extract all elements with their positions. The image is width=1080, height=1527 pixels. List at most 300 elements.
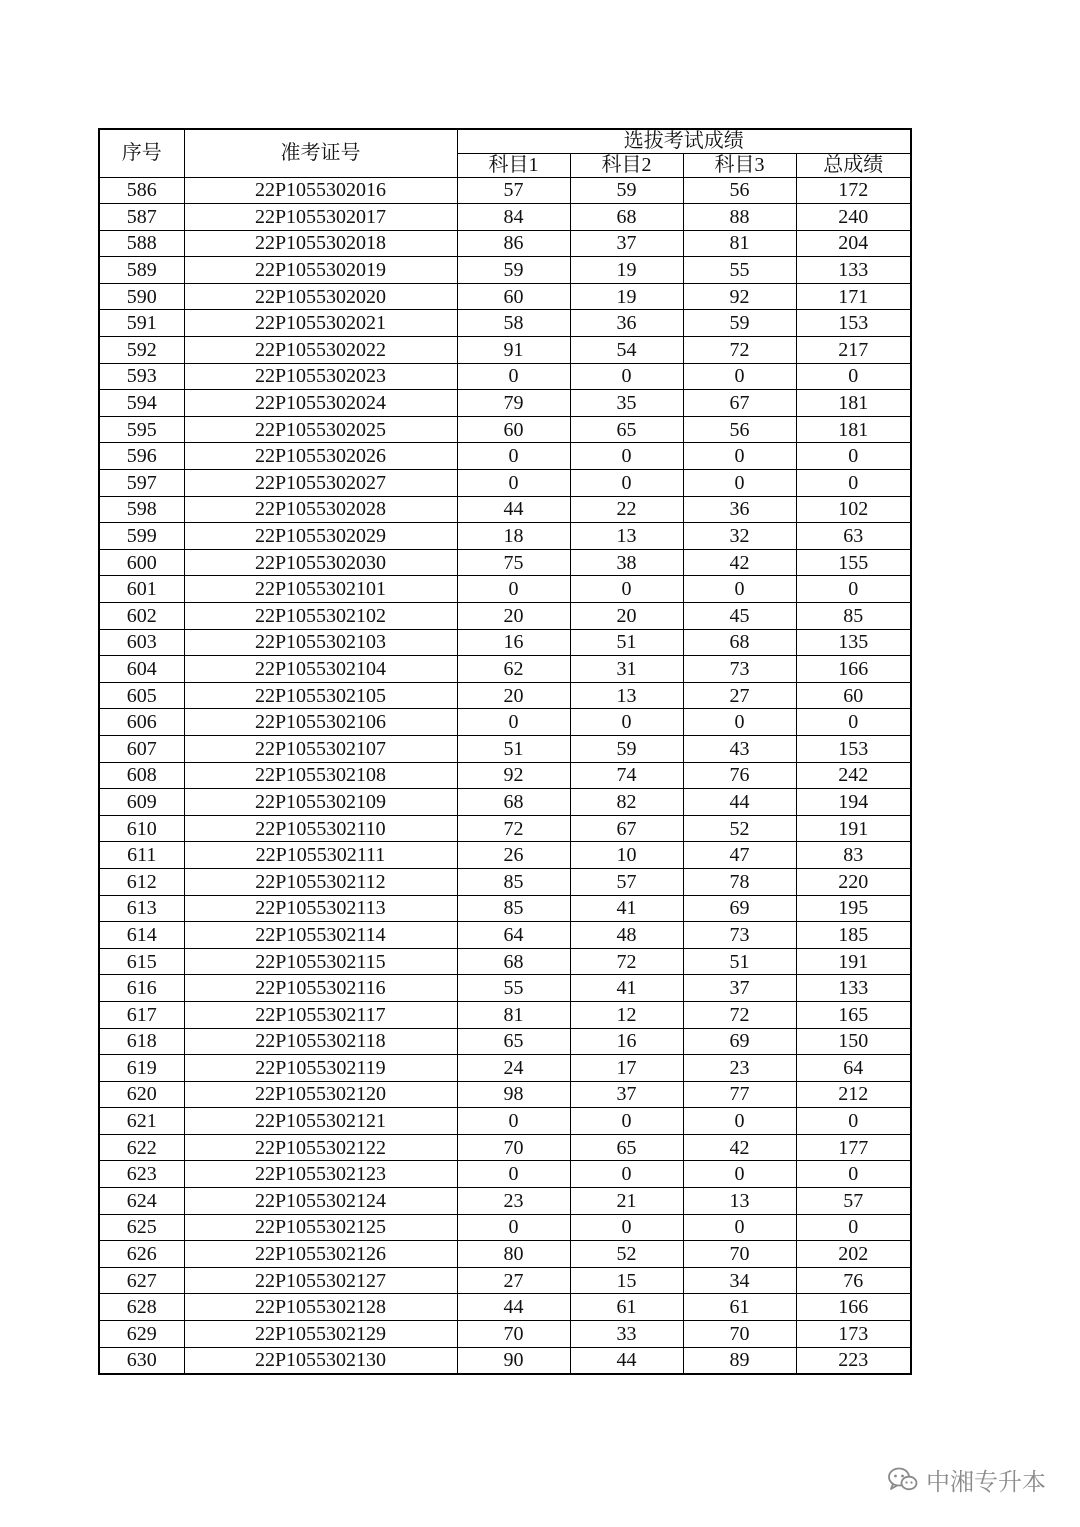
table-row <box>99 895 911 922</box>
cell-seq: 618 <box>99 1028 184 1055</box>
cell-subject3: 73 <box>683 656 796 683</box>
table-row <box>99 230 911 257</box>
cell-subject2: 65 <box>570 416 683 443</box>
cell-exam-id: 22P1055302130 <box>184 1347 457 1374</box>
cell-seq: 623 <box>99 1161 184 1188</box>
cell-total: 155 <box>796 549 911 576</box>
cell-subject2: 13 <box>570 682 683 709</box>
cell-total: 194 <box>796 789 911 816</box>
cell-exam-id: 22P1055302026 <box>184 443 457 470</box>
cell-total: 223 <box>796 1347 911 1374</box>
table-header <box>99 129 911 177</box>
cell-subject1: 51 <box>457 735 570 762</box>
header-seq: 序号 <box>99 129 184 177</box>
table-row <box>99 1294 911 1321</box>
cell-exam-id: 22P1055302119 <box>184 1055 457 1082</box>
cell-subject3: 34 <box>683 1267 796 1294</box>
cell-total: 165 <box>796 1001 911 1028</box>
table-row <box>99 815 911 842</box>
table-row <box>99 390 911 417</box>
cell-subject1: 84 <box>457 204 570 231</box>
cell-subject2: 35 <box>570 390 683 417</box>
cell-total: 166 <box>796 1294 911 1321</box>
header-row-1 <box>99 129 911 153</box>
cell-subject3: 81 <box>683 230 796 257</box>
cell-exam-id: 22P1055302112 <box>184 868 457 895</box>
cell-seq: 604 <box>99 656 184 683</box>
cell-seq: 597 <box>99 470 184 497</box>
cell-seq: 608 <box>99 762 184 789</box>
cell-total: 220 <box>796 868 911 895</box>
cell-exam-id: 22P1055302107 <box>184 735 457 762</box>
cell-seq: 599 <box>99 523 184 550</box>
cell-total: 0 <box>796 470 911 497</box>
cell-subject1: 27 <box>457 1267 570 1294</box>
cell-exam-id: 22P1055302027 <box>184 470 457 497</box>
cell-subject2: 48 <box>570 922 683 949</box>
cell-subject2: 41 <box>570 975 683 1002</box>
table-row <box>99 1108 911 1135</box>
cell-total: 102 <box>796 496 911 523</box>
cell-exam-id: 22P1055302117 <box>184 1001 457 1028</box>
cell-subject3: 70 <box>683 1321 796 1348</box>
cell-total: 191 <box>796 948 911 975</box>
cell-total: 0 <box>796 1161 911 1188</box>
cell-subject3: 51 <box>683 948 796 975</box>
cell-total: 85 <box>796 603 911 630</box>
cell-subject1: 68 <box>457 948 570 975</box>
cell-subject2: 13 <box>570 523 683 550</box>
table-row <box>99 576 911 603</box>
cell-subject2: 19 <box>570 283 683 310</box>
cell-subject1: 70 <box>457 1321 570 1348</box>
cell-subject3: 0 <box>683 1161 796 1188</box>
cell-seq: 630 <box>99 1347 184 1374</box>
table-row <box>99 922 911 949</box>
cell-subject2: 74 <box>570 762 683 789</box>
cell-subject3: 43 <box>683 735 796 762</box>
cell-seq: 606 <box>99 709 184 736</box>
cell-subject1: 0 <box>457 443 570 470</box>
cell-total: 173 <box>796 1321 911 1348</box>
header-exam-id: 准考证号 <box>184 129 457 177</box>
cell-exam-id: 22P1055302111 <box>184 842 457 869</box>
cell-subject3: 78 <box>683 868 796 895</box>
cell-subject2: 37 <box>570 1081 683 1108</box>
cell-exam-id: 22P1055302128 <box>184 1294 457 1321</box>
cell-seq: 607 <box>99 735 184 762</box>
wechat-icon <box>888 1467 918 1493</box>
watermark-text: 中湘专升本 <box>926 1468 1046 1496</box>
cell-subject2: 59 <box>570 177 683 204</box>
table-row <box>99 549 911 576</box>
table-row <box>99 416 911 443</box>
cell-seq: 592 <box>99 337 184 364</box>
cell-exam-id: 22P1055302125 <box>184 1214 457 1241</box>
table-row <box>99 523 911 550</box>
cell-seq: 612 <box>99 868 184 895</box>
cell-seq: 624 <box>99 1188 184 1215</box>
cell-subject2: 0 <box>570 470 683 497</box>
cell-total: 240 <box>796 204 911 231</box>
cell-total: 64 <box>796 1055 911 1082</box>
cell-subject3: 88 <box>683 204 796 231</box>
cell-subject3: 69 <box>683 895 796 922</box>
table-row <box>99 629 911 656</box>
cell-subject2: 0 <box>570 709 683 736</box>
cell-subject3: 56 <box>683 177 796 204</box>
table-row <box>99 1321 911 1348</box>
cell-subject1: 75 <box>457 549 570 576</box>
table-row <box>99 603 911 630</box>
table-row <box>99 1188 911 1215</box>
cell-seq: 626 <box>99 1241 184 1268</box>
cell-subject1: 18 <box>457 523 570 550</box>
table-row <box>99 842 911 869</box>
table-row <box>99 496 911 523</box>
cell-subject1: 44 <box>457 496 570 523</box>
cell-total: 171 <box>796 283 911 310</box>
cell-subject3: 44 <box>683 789 796 816</box>
cell-exam-id: 22P1055302020 <box>184 283 457 310</box>
cell-subject2: 36 <box>570 310 683 337</box>
cell-subject1: 79 <box>457 390 570 417</box>
cell-subject1: 60 <box>457 416 570 443</box>
cell-subject3: 42 <box>683 1134 796 1161</box>
cell-subject1: 86 <box>457 230 570 257</box>
cell-total: 150 <box>796 1028 911 1055</box>
cell-total: 133 <box>796 257 911 284</box>
table-row <box>99 1055 911 1082</box>
cell-subject2: 82 <box>570 789 683 816</box>
table-row <box>99 1134 911 1161</box>
table-row <box>99 1161 911 1188</box>
cell-seq: 596 <box>99 443 184 470</box>
cell-exam-id: 22P1055302105 <box>184 682 457 709</box>
cell-total: 204 <box>796 230 911 257</box>
table-row <box>99 363 911 390</box>
cell-subject1: 44 <box>457 1294 570 1321</box>
cell-subject3: 0 <box>683 1214 796 1241</box>
cell-seq: 629 <box>99 1321 184 1348</box>
cell-exam-id: 22P1055302118 <box>184 1028 457 1055</box>
cell-subject2: 17 <box>570 1055 683 1082</box>
cell-total: 0 <box>796 709 911 736</box>
cell-subject1: 0 <box>457 1161 570 1188</box>
cell-seq: 614 <box>99 922 184 949</box>
cell-seq: 593 <box>99 363 184 390</box>
cell-subject1: 20 <box>457 603 570 630</box>
cell-subject2: 37 <box>570 230 683 257</box>
cell-subject2: 61 <box>570 1294 683 1321</box>
cell-exam-id: 22P1055302108 <box>184 762 457 789</box>
cell-total: 0 <box>796 576 911 603</box>
cell-subject3: 76 <box>683 762 796 789</box>
cell-subject1: 59 <box>457 257 570 284</box>
cell-subject1: 60 <box>457 283 570 310</box>
cell-exam-id: 22P1055302129 <box>184 1321 457 1348</box>
cell-subject2: 67 <box>570 815 683 842</box>
cell-subject1: 68 <box>457 789 570 816</box>
cell-seq: 587 <box>99 204 184 231</box>
cell-subject3: 45 <box>683 603 796 630</box>
cell-total: 166 <box>796 656 911 683</box>
cell-seq: 619 <box>99 1055 184 1082</box>
table-row <box>99 1214 911 1241</box>
cell-subject2: 72 <box>570 948 683 975</box>
cell-exam-id: 22P1055302022 <box>184 337 457 364</box>
cell-subject3: 61 <box>683 1294 796 1321</box>
cell-exam-id: 22P1055302121 <box>184 1108 457 1135</box>
table-row <box>99 177 911 204</box>
cell-subject2: 19 <box>570 257 683 284</box>
cell-seq: 627 <box>99 1267 184 1294</box>
table-row <box>99 789 911 816</box>
cell-subject3: 0 <box>683 443 796 470</box>
cell-subject2: 54 <box>570 337 683 364</box>
cell-exam-id: 22P1055302114 <box>184 922 457 949</box>
cell-exam-id: 22P1055302023 <box>184 363 457 390</box>
cell-subject3: 89 <box>683 1347 796 1374</box>
cell-seq: 622 <box>99 1134 184 1161</box>
header-subject2: 科目2 <box>570 153 683 177</box>
cell-exam-id: 22P1055302021 <box>184 310 457 337</box>
cell-seq: 628 <box>99 1294 184 1321</box>
cell-total: 0 <box>796 363 911 390</box>
table-row <box>99 709 911 736</box>
cell-exam-id: 22P1055302024 <box>184 390 457 417</box>
cell-subject3: 0 <box>683 470 796 497</box>
cell-subject3: 27 <box>683 682 796 709</box>
cell-subject3: 32 <box>683 523 796 550</box>
cell-total: 76 <box>796 1267 911 1294</box>
cell-subject3: 67 <box>683 390 796 417</box>
table-row <box>99 1028 911 1055</box>
cell-total: 60 <box>796 682 911 709</box>
table-row <box>99 283 911 310</box>
cell-subject1: 23 <box>457 1188 570 1215</box>
cell-subject1: 55 <box>457 975 570 1002</box>
cell-subject1: 80 <box>457 1241 570 1268</box>
cell-subject1: 98 <box>457 1081 570 1108</box>
cell-total: 181 <box>796 390 911 417</box>
cell-seq: 586 <box>99 177 184 204</box>
cell-exam-id: 22P1055302029 <box>184 523 457 550</box>
cell-subject2: 0 <box>570 443 683 470</box>
cell-exam-id: 22P1055302016 <box>184 177 457 204</box>
cell-subject2: 15 <box>570 1267 683 1294</box>
cell-subject2: 33 <box>570 1321 683 1348</box>
cell-seq: 609 <box>99 789 184 816</box>
cell-exam-id: 22P1055302127 <box>184 1267 457 1294</box>
table-row <box>99 1081 911 1108</box>
table-row <box>99 656 911 683</box>
cell-subject2: 57 <box>570 868 683 895</box>
cell-total: 185 <box>796 922 911 949</box>
table-body <box>99 177 911 1374</box>
cell-total: 57 <box>796 1188 911 1215</box>
cell-subject1: 58 <box>457 310 570 337</box>
cell-subject2: 52 <box>570 1241 683 1268</box>
cell-subject3: 52 <box>683 815 796 842</box>
cell-subject1: 0 <box>457 576 570 603</box>
cell-total: 177 <box>796 1134 911 1161</box>
cell-subject1: 85 <box>457 895 570 922</box>
cell-subject2: 16 <box>570 1028 683 1055</box>
table-row <box>99 1347 911 1374</box>
cell-exam-id: 22P1055302116 <box>184 975 457 1002</box>
cell-seq: 615 <box>99 948 184 975</box>
header-subject1: 科目1 <box>457 153 570 177</box>
cell-seq: 617 <box>99 1001 184 1028</box>
header-subject3: 科目3 <box>683 153 796 177</box>
table-row <box>99 762 911 789</box>
cell-seq: 610 <box>99 815 184 842</box>
cell-exam-id: 22P1055302115 <box>184 948 457 975</box>
cell-subject1: 16 <box>457 629 570 656</box>
cell-total: 133 <box>796 975 911 1002</box>
cell-subject1: 81 <box>457 1001 570 1028</box>
cell-subject3: 56 <box>683 416 796 443</box>
table-row <box>99 204 911 231</box>
cell-subject2: 20 <box>570 603 683 630</box>
cell-exam-id: 22P1055302030 <box>184 549 457 576</box>
cell-total: 0 <box>796 443 911 470</box>
cell-seq: 594 <box>99 390 184 417</box>
table-row <box>99 868 911 895</box>
cell-exam-id: 22P1055302120 <box>184 1081 457 1108</box>
table-row <box>99 1267 911 1294</box>
cell-subject3: 0 <box>683 709 796 736</box>
cell-subject1: 57 <box>457 177 570 204</box>
cell-exam-id: 22P1055302126 <box>184 1241 457 1268</box>
watermark <box>888 1462 1046 1497</box>
cell-subject2: 0 <box>570 576 683 603</box>
table-row <box>99 443 911 470</box>
cell-subject2: 0 <box>570 1161 683 1188</box>
table-row <box>99 1241 911 1268</box>
score-table <box>98 128 912 1375</box>
table-row <box>99 337 911 364</box>
cell-total: 83 <box>796 842 911 869</box>
cell-total: 135 <box>796 629 911 656</box>
cell-subject3: 72 <box>683 1001 796 1028</box>
cell-exam-id: 22P1055302123 <box>184 1161 457 1188</box>
cell-exam-id: 22P1055302124 <box>184 1188 457 1215</box>
cell-subject2: 59 <box>570 735 683 762</box>
cell-subject2: 10 <box>570 842 683 869</box>
cell-exam-id: 22P1055302104 <box>184 656 457 683</box>
table-row <box>99 948 911 975</box>
cell-subject1: 0 <box>457 709 570 736</box>
cell-seq: 605 <box>99 682 184 709</box>
cell-seq: 625 <box>99 1214 184 1241</box>
cell-seq: 602 <box>99 603 184 630</box>
cell-subject1: 64 <box>457 922 570 949</box>
cell-seq: 589 <box>99 257 184 284</box>
cell-total: 172 <box>796 177 911 204</box>
cell-subject2: 68 <box>570 204 683 231</box>
cell-subject2: 0 <box>570 1214 683 1241</box>
cell-subject1: 0 <box>457 470 570 497</box>
cell-subject2: 51 <box>570 629 683 656</box>
cell-subject1: 90 <box>457 1347 570 1374</box>
cell-subject3: 47 <box>683 842 796 869</box>
cell-subject1: 65 <box>457 1028 570 1055</box>
cell-subject3: 70 <box>683 1241 796 1268</box>
cell-total: 212 <box>796 1081 911 1108</box>
cell-subject2: 12 <box>570 1001 683 1028</box>
cell-subject3: 73 <box>683 922 796 949</box>
cell-subject1: 0 <box>457 363 570 390</box>
cell-subject3: 68 <box>683 629 796 656</box>
cell-subject2: 41 <box>570 895 683 922</box>
cell-subject3: 23 <box>683 1055 796 1082</box>
cell-subject3: 0 <box>683 1108 796 1135</box>
cell-subject1: 24 <box>457 1055 570 1082</box>
cell-subject1: 72 <box>457 815 570 842</box>
table-row <box>99 735 911 762</box>
cell-subject2: 22 <box>570 496 683 523</box>
cell-subject3: 13 <box>683 1188 796 1215</box>
cell-seq: 601 <box>99 576 184 603</box>
cell-total: 195 <box>796 895 911 922</box>
cell-subject3: 77 <box>683 1081 796 1108</box>
cell-exam-id: 22P1055302106 <box>184 709 457 736</box>
cell-subject1: 91 <box>457 337 570 364</box>
cell-seq: 616 <box>99 975 184 1002</box>
cell-seq: 621 <box>99 1108 184 1135</box>
cell-exam-id: 22P1055302109 <box>184 789 457 816</box>
cell-total: 153 <box>796 735 911 762</box>
cell-subject2: 21 <box>570 1188 683 1215</box>
cell-subject3: 0 <box>683 576 796 603</box>
table-row <box>99 310 911 337</box>
cell-subject1: 0 <box>457 1108 570 1135</box>
cell-subject2: 44 <box>570 1347 683 1374</box>
table-row <box>99 975 911 1002</box>
cell-subject2: 65 <box>570 1134 683 1161</box>
cell-seq: 590 <box>99 283 184 310</box>
cell-exam-id: 22P1055302113 <box>184 895 457 922</box>
cell-exam-id: 22P1055302025 <box>184 416 457 443</box>
cell-subject1: 85 <box>457 868 570 895</box>
cell-total: 202 <box>796 1241 911 1268</box>
header-group-scores: 选拔考试成绩 <box>457 129 911 153</box>
cell-total: 191 <box>796 815 911 842</box>
cell-subject3: 69 <box>683 1028 796 1055</box>
table-row <box>99 682 911 709</box>
cell-total: 217 <box>796 337 911 364</box>
cell-total: 242 <box>796 762 911 789</box>
cell-exam-id: 22P1055302102 <box>184 603 457 630</box>
cell-seq: 591 <box>99 310 184 337</box>
header-total: 总成绩 <box>796 153 911 177</box>
cell-seq: 588 <box>99 230 184 257</box>
cell-subject3: 72 <box>683 337 796 364</box>
cell-total: 63 <box>796 523 911 550</box>
cell-subject3: 36 <box>683 496 796 523</box>
table-row <box>99 1001 911 1028</box>
cell-subject1: 0 <box>457 1214 570 1241</box>
cell-subject1: 62 <box>457 656 570 683</box>
cell-subject1: 20 <box>457 682 570 709</box>
cell-exam-id: 22P1055302103 <box>184 629 457 656</box>
cell-total: 181 <box>796 416 911 443</box>
cell-exam-id: 22P1055302122 <box>184 1134 457 1161</box>
cell-subject2: 0 <box>570 363 683 390</box>
cell-subject3: 92 <box>683 283 796 310</box>
